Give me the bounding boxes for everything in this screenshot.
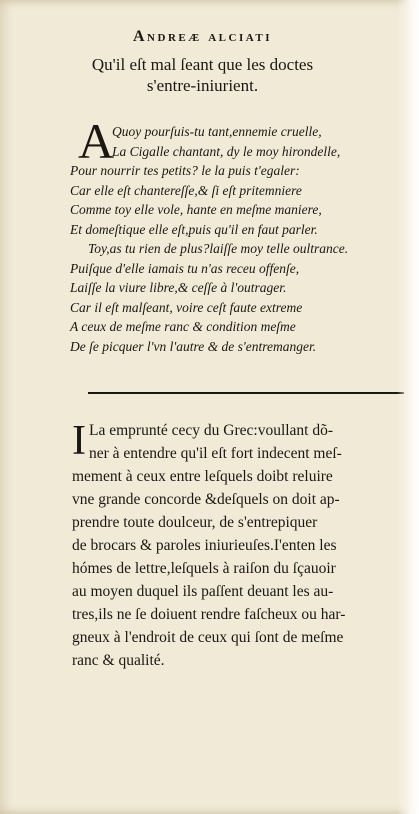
commentary-drop-cap: I	[72, 418, 86, 464]
commentary-line: ner à entendre qu'il eſt fort indecent meſ-	[89, 445, 342, 462]
commentary-line: tres,ils ne ſe doiuent rendre faſcheux ou har-	[72, 606, 346, 623]
emblem-title-line-2: s'entre-iniurient.	[146, 76, 259, 95]
verse-line: La Cigalle chantant, dy le moy hirondelle,	[112, 143, 341, 159]
verse-line: Toy,as tu rien de plus?laiſſe moy telle oultrance.	[88, 241, 349, 256]
verse-line: De ſe picquer l'vn l'autre & de s'entremanger.	[70, 338, 317, 354]
commentary-block	[72, 419, 408, 672]
verse-line: Et domeſtique elle eſt,puis qu'il en faut parler.	[70, 221, 318, 237]
commentary-line: au moyen duquel ils paſſent deuant les au-	[72, 583, 334, 600]
commentary-line: prendre toute doulceur, de s'entrepiquer	[72, 514, 318, 531]
commentary-line: de brocars & paroles iniurieuſes.I'enten les	[72, 537, 337, 554]
verse-line: Car elle eſt chantereſſe,& ſi eſt pritemniere	[70, 182, 302, 198]
verse-line: A ceux de meſme ranc & condition meſme	[70, 319, 296, 334]
verse-line: Puiſque d'elle iamais tu n'as receu offenſe,	[70, 260, 300, 276]
verse-block	[70, 122, 400, 356]
section-divider	[88, 392, 404, 394]
commentary-line: ranc & qualité.	[72, 652, 165, 669]
emblem-title-line-1: Qu'il eſt mal ſeant que les doctes	[91, 55, 314, 74]
verse-line: Laiſſe la viure libre,& ceſſe à l'outrager.	[70, 280, 287, 295]
commentary-line: mement à ceux entre leſquels doibt reluire	[72, 468, 333, 485]
commentary-line: vne grande concorde &deſquels on doit ap-	[72, 491, 340, 508]
running-head: Andreæ alciati	[133, 28, 272, 45]
verse-line: Quoy pourſuis-tu tant,ennemie cruelle,	[112, 124, 322, 139]
verse-line: Comme toy elle vole, hante en meſme maniere,	[70, 202, 322, 217]
commentary-line: La emprunté cecy du Grec:voullant dõ-	[89, 422, 334, 439]
emblem-title	[0, 54, 405, 96]
verse-line: Car il eſt malſeant, voire ceſt faute extreme	[70, 299, 303, 315]
verse-line: Pour nourrir tes petits? le la puis t'egaler:	[70, 163, 300, 178]
commentary-line: hómes de lettre,leſquels à raiſon du ſçauoir	[72, 560, 336, 577]
verse-drop-cap: A	[78, 113, 115, 169]
commentary-line: gneux à l'endroit de ceux qui ſont de meſme	[72, 629, 344, 646]
